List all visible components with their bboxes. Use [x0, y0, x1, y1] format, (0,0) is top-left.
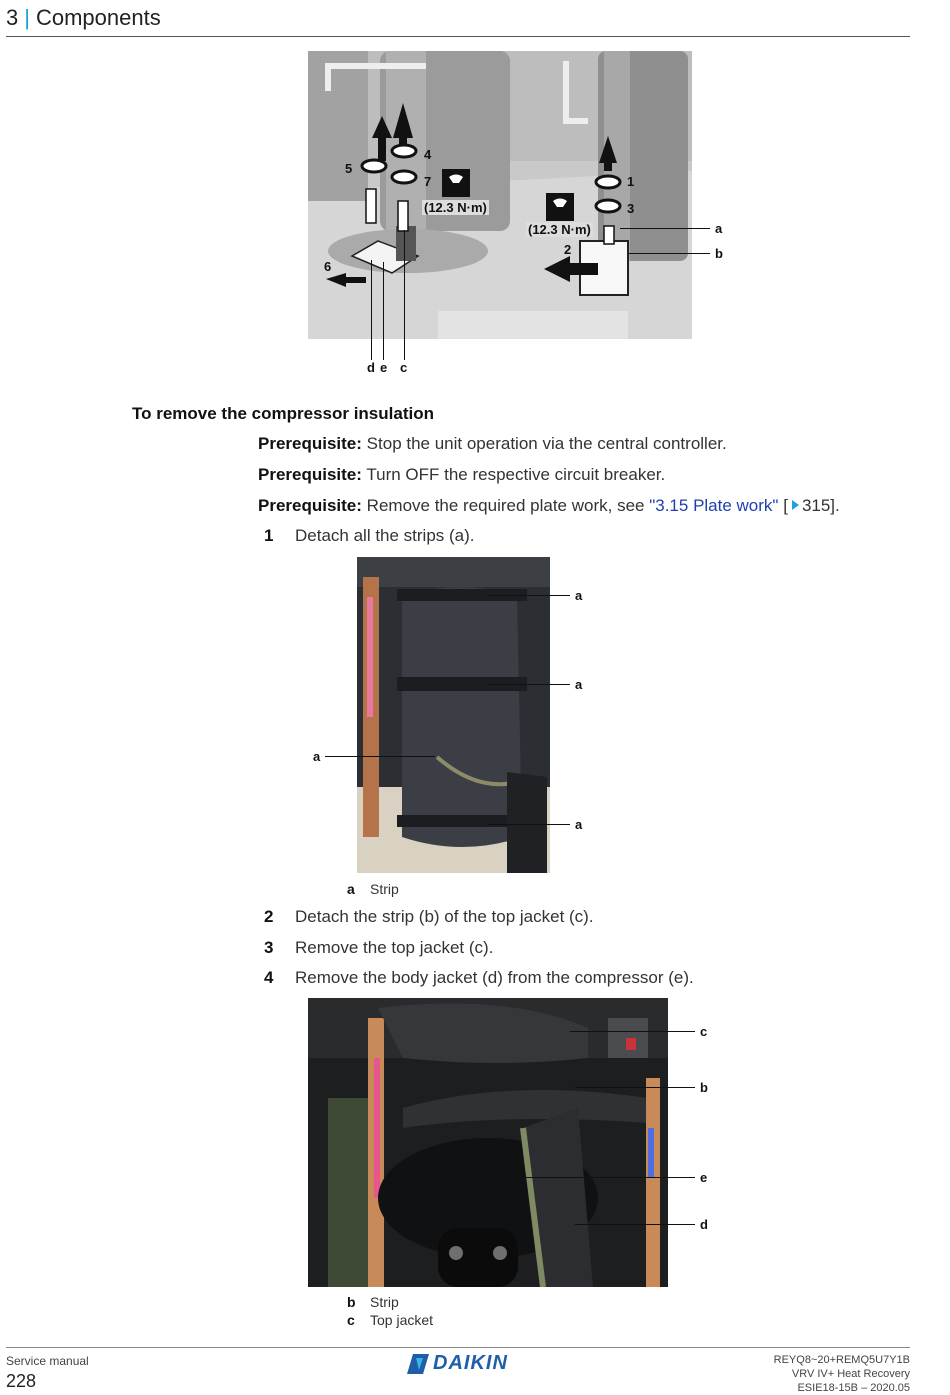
figure-strips-photo: [357, 557, 550, 873]
step-3-number: 3: [264, 938, 274, 957]
legend-value: Strip: [370, 881, 399, 897]
step-number-6: 6: [324, 259, 332, 274]
step-1-number: 1: [264, 526, 274, 545]
figure-jacket-photo: [308, 998, 668, 1287]
chapter-number: 3: [6, 5, 19, 30]
prerequisite-text: Stop the unit operation via the central controller.: [366, 434, 727, 453]
callout-a-3: a: [575, 817, 583, 832]
leader-line-c: [570, 1031, 695, 1032]
footer-rule: [6, 1347, 910, 1348]
page-number: 228: [6, 1371, 37, 1391]
prerequisite-label: Prerequisite:: [258, 434, 362, 453]
step-2-number: 2: [264, 907, 274, 926]
footer-doc-type: Service manual: [6, 1354, 89, 1368]
leader-line-d: [575, 1224, 695, 1225]
page-reference-open: [: [783, 496, 788, 515]
product-line: VRV IV+ Heat Recovery: [791, 1368, 910, 1380]
prerequisite-2: [258, 465, 665, 485]
leader-line-a-3: [488, 824, 570, 825]
step-number-1: 1: [627, 174, 635, 189]
model-line: REYQ8~20+REMQ5U7Y1B: [773, 1354, 910, 1366]
jacket-photo: [308, 998, 668, 1287]
prerequisite-3: [258, 496, 840, 516]
callout-b: b: [715, 246, 723, 261]
page-header: [6, 5, 161, 31]
callout-c: c: [700, 1024, 708, 1039]
step-3-text: Remove the top jacket (c).: [295, 938, 494, 957]
callout-d: d: [700, 1217, 708, 1232]
step-2-text: Detach the strip (b) of the top jacket (c).: [295, 907, 594, 926]
step-number-2: 2: [564, 242, 572, 257]
legend-value: Top jacket: [370, 1312, 434, 1328]
leader-line-a-2: [488, 684, 570, 685]
strips-photo: [357, 557, 550, 873]
section-title: To remove the compressor insulation: [132, 404, 434, 423]
leader-line-a: [620, 228, 710, 229]
callout-c: c: [400, 360, 408, 375]
step-number-7: 7: [424, 174, 432, 189]
prerequisite-text: Turn OFF the respective circuit breaker.: [366, 465, 666, 484]
leader-line-c: [404, 230, 405, 360]
callout-a: a: [715, 221, 723, 236]
step-4-number: 4: [264, 968, 274, 987]
brand-name: DAIKIN: [433, 1352, 508, 1374]
callout-d: d: [367, 360, 375, 375]
torque-value-right: (12.3 N·m): [528, 222, 591, 237]
prerequisite-label: Prerequisite:: [258, 465, 362, 484]
callout-b: b: [700, 1080, 708, 1095]
legend-value: Strip: [370, 1294, 399, 1310]
header-rule: [6, 36, 910, 37]
step-number-4: 4: [424, 147, 432, 162]
page-reference[interactable]: 315].: [801, 496, 840, 515]
brand-logo: [407, 1352, 508, 1375]
prerequisite-label: Prerequisite:: [258, 496, 362, 515]
legend-key: b: [347, 1294, 356, 1310]
daikin-logo-icon: [407, 1354, 429, 1374]
callout-a-1: a: [575, 588, 583, 603]
legend-key: a: [347, 881, 355, 897]
legend-key: c: [347, 1312, 355, 1328]
chapter-title: Components: [35, 5, 161, 30]
leader-line-a-4: [325, 756, 435, 757]
callout-e: e: [700, 1170, 708, 1185]
step-1-text: Detach all the strips (a).: [295, 526, 475, 545]
leader-line-d: [371, 260, 372, 360]
figure-compressor-mounting: [308, 51, 692, 339]
callout-a-4: a: [313, 749, 321, 764]
footer-doc-info: [774, 1353, 910, 1395]
page-arrow-icon: [792, 500, 799, 510]
callout-a-2: a: [575, 677, 583, 692]
header-separator: |: [24, 5, 30, 30]
step-number-5: 5: [345, 161, 353, 176]
doc-code-line: ESIE18-15B – 2020.05: [797, 1382, 910, 1394]
step-number-3: 3: [627, 201, 635, 216]
leader-line-a-1: [488, 595, 570, 596]
leader-line-e: [383, 262, 384, 360]
compressor-mounting-illustration: [308, 51, 692, 339]
step-4-text: Remove the body jacket (d) from the compressor (e).: [295, 968, 694, 987]
torque-value-left: (12.3 N·m): [424, 200, 487, 215]
callout-e: e: [380, 360, 388, 375]
plate-work-link[interactable]: "3.15 Plate work": [649, 496, 779, 515]
leader-line-b: [628, 253, 710, 254]
leader-line-e: [488, 1177, 695, 1178]
prerequisite-text: Remove the required plate work, see: [366, 496, 645, 515]
prerequisite-1: [258, 434, 727, 454]
leader-line-b: [575, 1087, 695, 1088]
